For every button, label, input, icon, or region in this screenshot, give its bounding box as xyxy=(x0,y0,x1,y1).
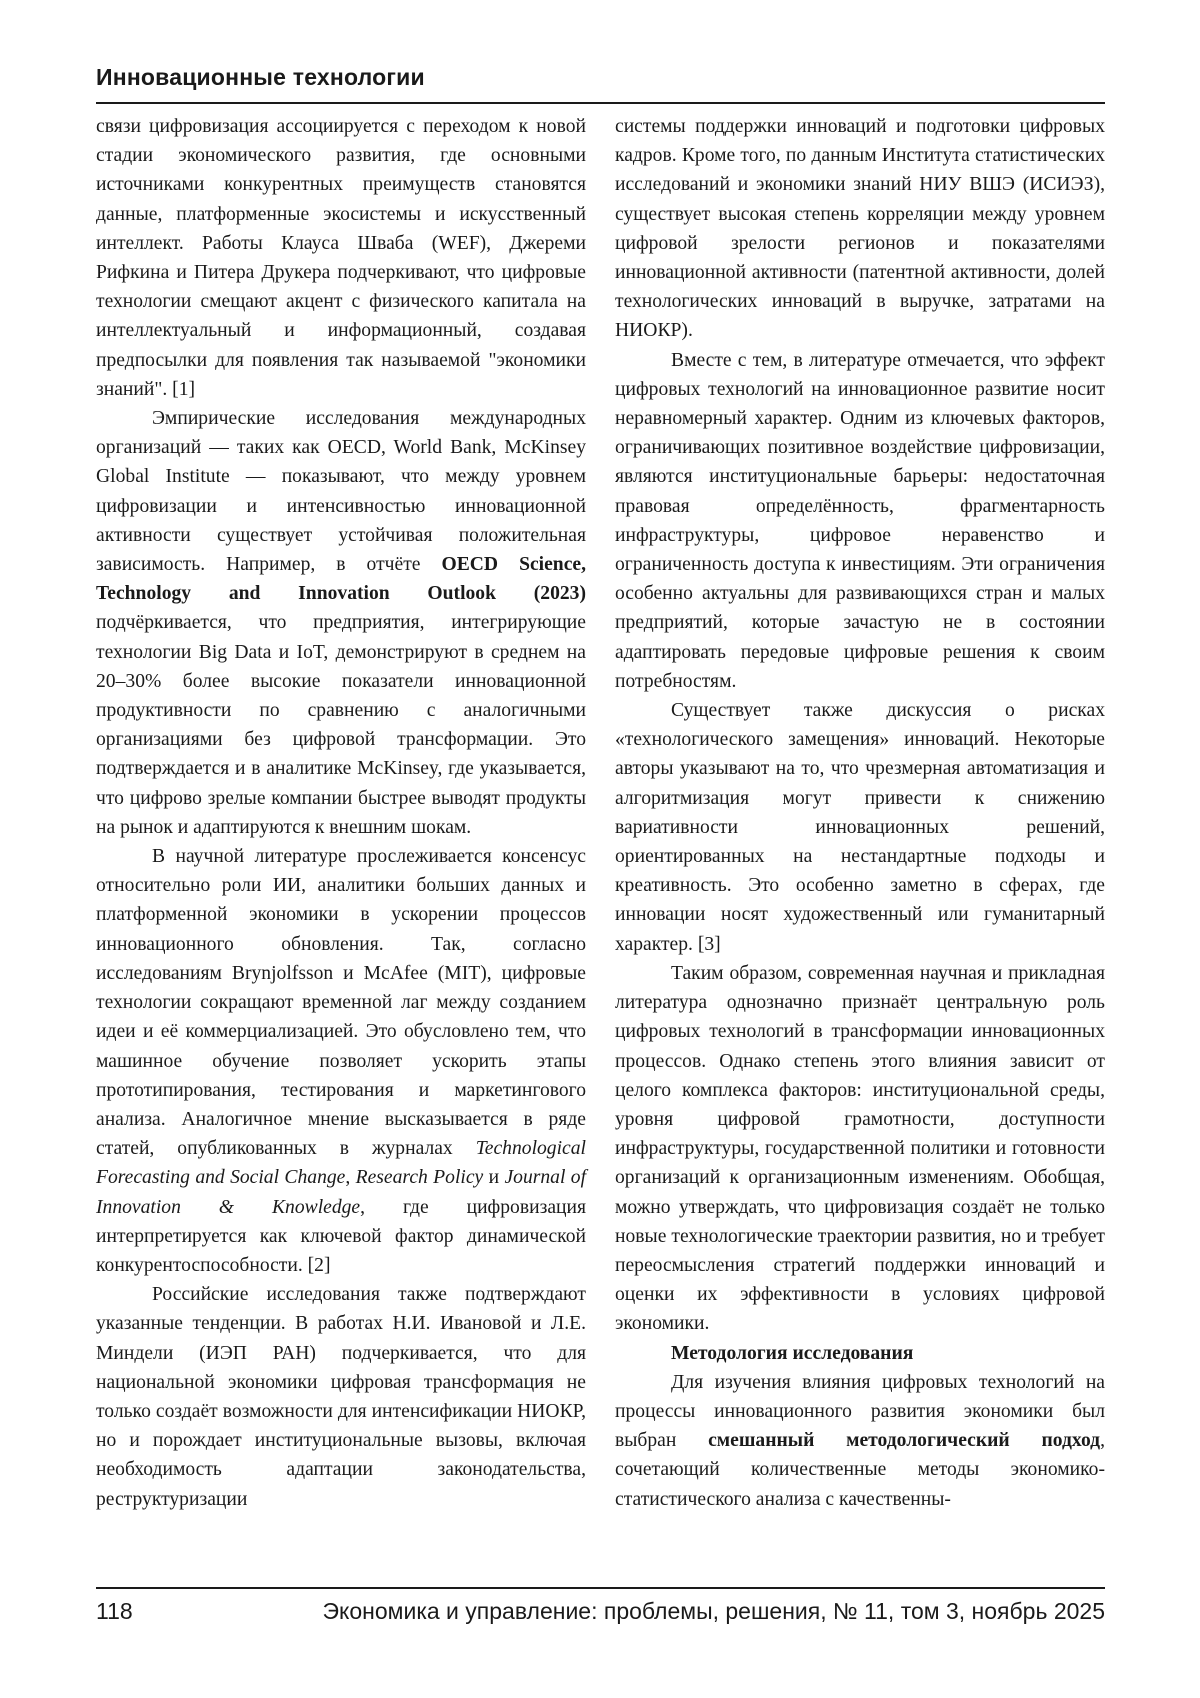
paragraph: Существует также дискуссия о рисках «технологического замещения» инноваций. Некоторые авторы указывают на то, что чрезмерная автоматизация и алгоритмизация могут привести к снижению вариативности инновационных решений, ориентированных на нестандартные подходы и креативность. Это особенно заметно в сферах, где инновации носят художественный или гуманитарный характер. [3] xyxy=(615,700,1105,955)
journal-citation: Экономика и управление: проблемы, решения, № 11, том 3, ноябрь 2025 xyxy=(322,1598,1105,1624)
emphasis: смешанный методологический подход xyxy=(708,1430,1101,1452)
section-title: Инновационные технологии xyxy=(96,64,425,90)
paragraph: Для изучения влияния цифровых технологий на процессы инновационного развития экономики был выбран смешанный методологический подход, сочетающий количественные методы экономико-статистического анализа с качественны- xyxy=(615,1371,1105,1510)
paragraph: связи цифровизация ассоциируется с переходом к новой стадии экономического развития, где основными источниками конкурентных преимуществ становятся данные, платформенные экосистемы и искусственный интеллект. Работы Клауса Шваба (WEF), Джереми Рифкина и Питера Друкера подчеркивают, что цифровые технологии смещают акцент с физического капитала на интеллектуальный и информационный, создавая предпосылки для появления так называемой "экономики знаний". [1] xyxy=(96,116,586,400)
page-number: 118 xyxy=(96,1598,133,1624)
paragraph: Вместе с тем, в литературе отмечается, что эффект цифровых технологий на инновационное развитие носит неравномерный характер. Одним из ключевых факторов, ограничивающих позитивное воздействие цифровизации, являются институциональные барьеры: недостаточная правовая определённость, фрагментарность инфраструктуры, цифровое неравенство и ограниченность доступа к инвестициям. Эти ограничения особенно актуальны для развивающихся стран и малых предприятий, которые зачастую не в состоянии адаптировать передовые цифровые решения к своим потребностям. xyxy=(615,349,1105,692)
report-title: OECD Science, Technology and Innovation Outlook (2023) xyxy=(96,554,586,605)
paragraph: В научной литературе прослеживается консенсус относительно роли ИИ, аналитики больших данных и платформенной экономики в ускорении процессов инновационного обновления. Так, согласно исследованиям Brynjolfsson и McAfee (MIT), цифровые технологии сокращают временной лаг между созданием идеи и её коммерциализацией. Это обусловлено тем, что машинное обучение позволяет ускорить этапы прототипирования, тестирования и маркетингового анализа. Аналогичное мнение высказывается в ряде статей, опубликованных в журналах Technological Forecasting and Social Change, Research Policy и Journal of Innovation & Knowledge, где цифровизация интерпретируется как ключевой фактор динамической конкурентоспособности. [2] xyxy=(96,846,587,1276)
paragraph: системы поддержки инноваций и подготовки цифровых кадров. Кроме того, по данным Института статистических исследований и экономики знаний НИУ ВШЭ (ИСИЭЗ), существует высокая степень корреляции между уровнем цифровой зрелости регионов и показателями инновационной активности (патентной активности, долей технологических инноваций в выручке, затратами на НИОКР). xyxy=(615,116,1105,342)
footer-rule xyxy=(96,1587,1105,1589)
journal-name: Journal of Innovation & Knowledge xyxy=(96,1167,587,1218)
right-column xyxy=(615,112,1105,1514)
header-rule xyxy=(96,102,1105,104)
paragraph: Эмпирические исследования международных организаций — таких как OECD, World Bank, McKinsey Global Institute — показывают, что между уровнем цифровизации и интенсивностью инновационной активности существует устойчивая положительная зависимость. Например, в отчёте OECD Science, Technology and Innovation Outlook (2023) подчёркивается, что предприятия, интегрирующие технологии Big Data и IoT, демонстрируют в среднем на 20–30% более высокие показатели инновационной продуктивности по сравнению с аналогичными организациями без цифровой трансформации. Это подтверждается и в аналитике McKinsey, где указывается, что цифрово зрелые компании быстрее выводят продукты на рынок и адаптируются к внешним шокам. xyxy=(96,408,586,838)
left-column xyxy=(96,112,586,1514)
page-footer xyxy=(96,1590,1105,1630)
journal-name: Technological Forecasting and Social Change xyxy=(96,1138,586,1189)
paragraph: Таким образом, современная научная и прикладная литература однозначно признаёт центральную роль цифровых технологий в трансформации инновационных процессов. Однако степень этого влияния зависит от целого комплекса факторов: институциональной среды, уровня цифровой грамотности, доступности инфраструктуры, государственной политики и готовности организаций к организационным изменениям. Обобщая, можно утверждать, что цифровизация создаёт не только новые технологические траектории развития, но и требует переосмысления стратегий поддержки инноваций и оценки их эффективности в условиях цифровой экономики. xyxy=(615,962,1105,1335)
paragraph: Российские исследования также подтверждают указанные тенденции. В работах Н.И. Ивановой и Л.Е. Миндели (ИЭП РАН) подчеркивается, что для национальной экономики цифровая трансформация не только создаёт возможности для интенсификации НИОКР, но и порождает институциональные вызовы, включая необходимость адаптации законодательства, реструктуризации xyxy=(96,1284,586,1510)
journal-name: Research Policy xyxy=(355,1167,484,1189)
section-heading: Методология исследования xyxy=(671,1342,914,1364)
